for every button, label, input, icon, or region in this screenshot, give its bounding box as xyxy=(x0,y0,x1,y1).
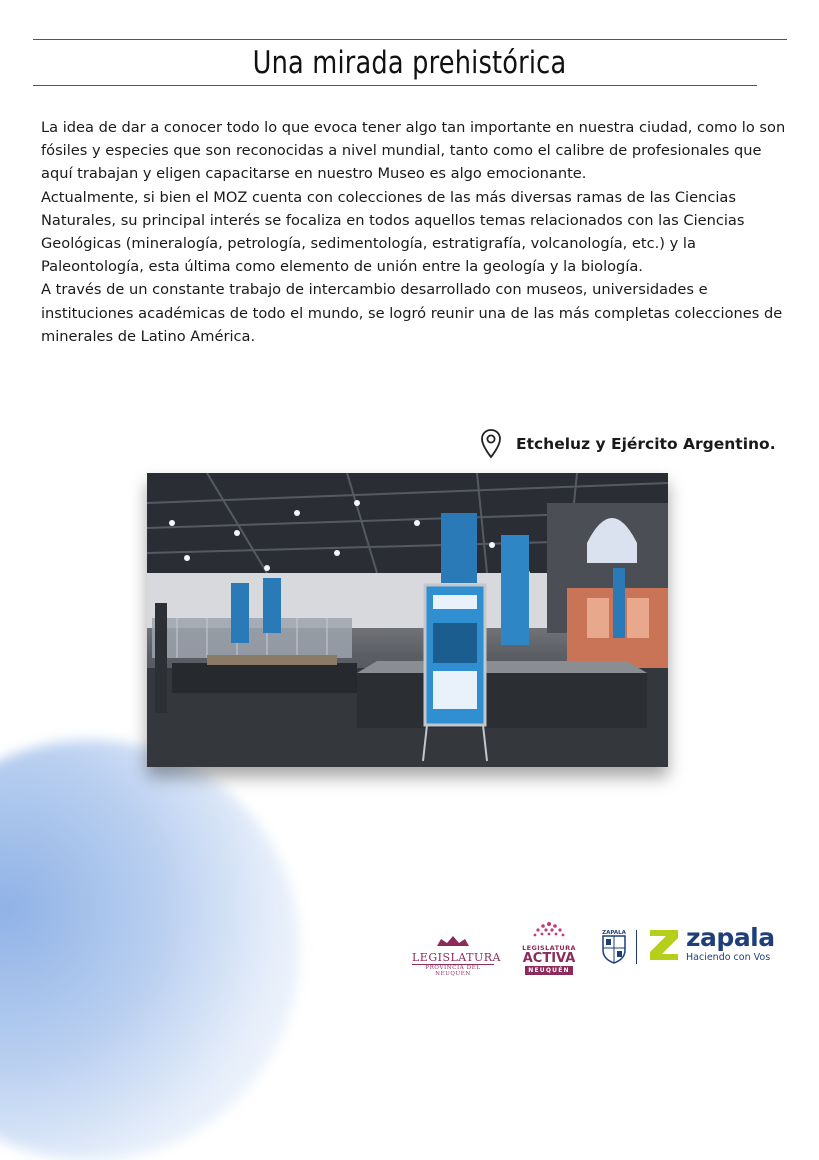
legislatura-logo xyxy=(412,932,501,977)
page-title: Una mirada prehistórica xyxy=(252,45,567,81)
paragraph-2: Actualmente, si bien el MOZ cuenta con colecciones de las más diversas ramas de las Ciencias Naturales, su principal interés se focaliza en todos aquellos temas relacionados con las Ciencias Geológicas (mineralogía, petrología, sedimentología, estratigrafía, volcanología, etc.) y la Paleontología, esta última como elemento de unión entre la geología y la biología. xyxy=(41,188,745,276)
activa-line1: LEGISLATURA xyxy=(522,944,576,952)
legislatura-activa-logo xyxy=(519,920,579,975)
legislatura-sub: PROVINCIA DEL NEUQUÉN xyxy=(425,965,481,977)
legislatura-name: LEGISLATURA xyxy=(412,951,501,964)
title-top-rule xyxy=(33,39,787,40)
activa-line3: NEUQUÉN xyxy=(525,966,573,975)
address xyxy=(480,428,776,460)
footer-logos xyxy=(0,918,819,978)
zapala-logo-text xyxy=(686,924,775,964)
zapala-tagline: Haciendo con Vos xyxy=(686,952,771,963)
title-bottom-rule xyxy=(33,85,757,86)
zapala-shield-logo xyxy=(601,928,627,964)
activa-line2: ACTIVA xyxy=(522,951,576,966)
paragraph-3: A través de un constante trabajo de intercambio desarrollado con museos, universidades e instituciones académicas de todo el mundo, se logró reunir una de las más completas colecciones de minerales de Latino América. xyxy=(41,281,783,345)
zapala-name: zapala xyxy=(686,923,775,952)
museum-photo xyxy=(147,473,668,767)
location-pin-icon xyxy=(480,428,502,460)
body-text xyxy=(41,116,786,348)
address-text: Etcheluz y Ejército Argentino. xyxy=(516,435,776,453)
paragraph-1: La idea de dar a conocer todo lo que evoca tener algo tan importante en nuestra ciudad, como lo son fósiles y especies que son reconocidas a nivel mundial, tanto como el calibre de profesionales que aquí trabajan y eligen capacitarse en nuestro Museo es algo emocionante. xyxy=(41,119,786,183)
zapala-shield-label: ZAPALA xyxy=(602,930,626,936)
zapala-z-icon xyxy=(646,926,682,964)
logo-divider xyxy=(636,930,637,964)
legislatura-crown-icon xyxy=(433,935,473,947)
legislatura-activa-dots-icon xyxy=(530,920,568,940)
